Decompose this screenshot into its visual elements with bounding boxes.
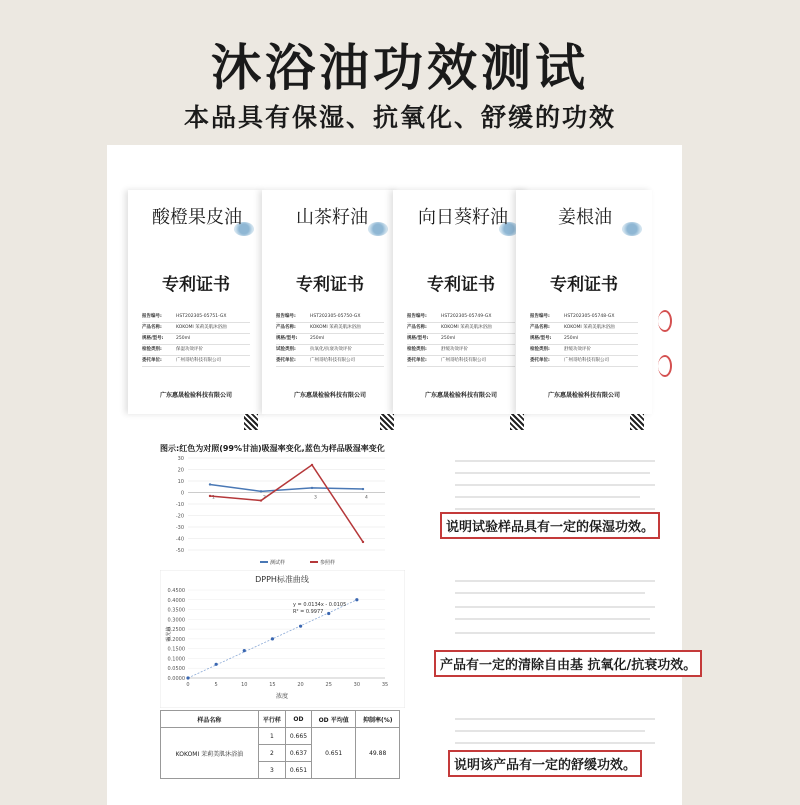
table-cell-sample: KOKOMI 茉莉美肌沐浴油 [161,728,259,779]
x-tick-label: 3 [314,495,317,501]
seal-stamp-icon [658,355,672,377]
x-tick-label: 10 [241,682,248,688]
certificate-card: 专利证书 报告编号: HST202305-05750-GX 产品名称: KOKOMI 茉莉美肌沐浴油 规格/型号: 250ml 试验类别: 抗氧化/抗衰功效评价 委托单位: 广州哥哈科技有限公司 广东惠晟检验科技有限公司 [262,190,398,414]
x-axis-label: 浓度 [275,693,289,700]
data-point [209,483,211,485]
y-tick-label: 0.1000 [167,656,185,663]
conclusion-soothing: 说明该产品有一定的舒缓功效。 [448,750,642,777]
certificate-oil-label: 山茶籽油 [296,207,368,228]
table-cell-mean: 0.651 [311,728,356,779]
conclusion-antioxidant: 产品有一定的清除自由基 抗氧化/抗衰功效。 [434,650,702,677]
moisture-line-chart [160,452,410,570]
data-point [260,499,262,501]
y-tick-label: 10 [177,479,184,485]
x-tick-label: 35 [381,682,389,688]
certificate-issuer: 广东惠晟检验科技有限公司 [424,392,497,399]
chart-title: DPPH标准曲线 [255,575,309,584]
series-line [210,484,363,491]
certificate-oil-label: 姜根油 [558,207,612,228]
data-point [260,490,262,492]
conclusion-moisturizing: 说明试验样品具有一定的保湿功效。 [440,512,660,539]
certificate-card: 专利证书 报告编号: HST202305-05749-GX 产品名称: KOKOMI 茉莉美肌沐浴油 规格/型号: 250ml 检验类别: 舒缓功效评价 委托单位: 广州哥哈科技有限公司 广东惠晟检验科技有限公司 [393,190,529,414]
legend-label: 测试样 [270,560,286,566]
data-point [311,487,313,489]
certificate-heading: 专利证书 [550,275,618,295]
table-row: 3 0.651 [161,762,400,779]
x-tick-label: 1 [212,495,215,501]
y-tick-label: 20 [177,467,184,474]
chart-caption: 图示:红色为对照(99%甘油)吸湿率变化,蓝色为样品吸湿率变化 [160,444,385,453]
data-point [311,464,313,466]
certificate-issuer: 广东惠晟检验科技有限公司 [159,392,232,399]
data-point [186,676,189,679]
table-row: KOKOMI 茉莉美肌沐浴油 1 0.665 0.651 49.88 [161,728,400,745]
y-tick-label: 0.1500 [167,646,185,653]
data-point [299,625,302,628]
y-tick-label: 30 [177,456,184,462]
certificate-oil-label: 酸橙果皮油 [152,207,242,228]
qr-code-icon [510,414,524,430]
certificate-issuer: 广东惠晟检验科技有限公司 [293,392,366,399]
y-tick-label: 0.2000 [167,636,185,643]
y-tick-label: 0.3500 [167,607,185,614]
table-row: 2 0.637 [161,745,400,762]
qr-code-icon [380,414,394,430]
y-tick-label: 0.0000 [167,676,185,682]
y-axis-label: 吸光值 [166,626,172,642]
data-point [243,649,246,652]
y-tick-label: 0.2500 [167,627,185,634]
table-header: OD [285,711,311,728]
qr-code-icon [630,414,644,430]
data-point [215,663,218,666]
x-tick-label: 4 [365,495,368,501]
table-header: 平行样 [258,711,285,728]
seal-stamp-icon [658,310,672,332]
table-header: OD 平均值 [311,711,356,728]
page-subtitle: 本品具有保湿、抗氧化、舒缓的功效 [183,103,616,132]
certificate-card: 专利证书 报告编号: HST202305-05751-GX 产品名称: KOKOMI 茉莉美肌沐浴油 规格/型号: 250ml 检验类别: 保湿功效评价 委托单位: 广州哥哈科技有限公司 广东惠晟检验科技有限公司 [128,190,264,414]
legend-label: 参照样 [320,560,336,566]
x-tick-label: 20 [297,682,304,688]
data-point [327,612,330,615]
data-point [362,488,364,490]
data-point [209,495,211,497]
y-tick-label: 0.3000 [167,617,185,624]
certificate-oil-label: 向日葵籽油 [418,207,508,228]
table-header: 样品名称 [161,711,259,728]
page-title: 沐浴油功效测试 [211,39,589,97]
x-tick-label: 2 [263,495,266,501]
trend-r2: R² = 0.9977 [293,609,324,615]
series-line [210,465,363,542]
trend-equation: y = 0.0134x - 0.0105 [293,602,347,608]
data-point [355,598,358,601]
certificate-heading: 专利证书 [296,275,364,295]
table-cell-rate: 49.88 [356,728,400,779]
data-point [271,637,274,640]
y-tick-label: 0.4500 [167,588,185,594]
y-tick-label: -40 [175,536,184,543]
dpph-standard-curve-chart [160,570,405,708]
x-tick-label: 25 [325,682,332,688]
y-tick-label: 0.0500 [167,666,185,673]
y-tick-label: -30 [175,525,184,531]
y-tick-label: 0.4000 [167,597,185,604]
y-tick-label: -10 [175,502,184,508]
x-tick-label: 0 [186,682,190,688]
dpph-results-table [160,710,400,779]
x-tick-label: 15 [269,682,276,688]
data-point [362,541,364,543]
y-tick-label: -20 [175,513,184,520]
x-tick-label: 5 [214,682,218,688]
qr-code-icon [244,414,258,430]
certificate-heading: 专利证书 [427,275,495,295]
certificate-issuer: 广东惠晟检验科技有限公司 [547,392,620,399]
certificate-heading: 专利证书 [162,275,230,295]
y-tick-label: -50 [175,548,184,554]
table-header: 抑制率(%) [356,711,400,728]
certificate-card: 专利证书 报告编号: HST202305-05748-GX 产品名称: KOKOMI 茉莉美肌沐浴油 规格/型号: 250ml 检验类别: 舒缓功效评价 委托单位: 广州哥哈科技有限公司 广东惠晟检验科技有限公司 [516,190,652,414]
y-tick-label: 0 [180,490,184,497]
x-tick-label: 30 [353,682,361,688]
